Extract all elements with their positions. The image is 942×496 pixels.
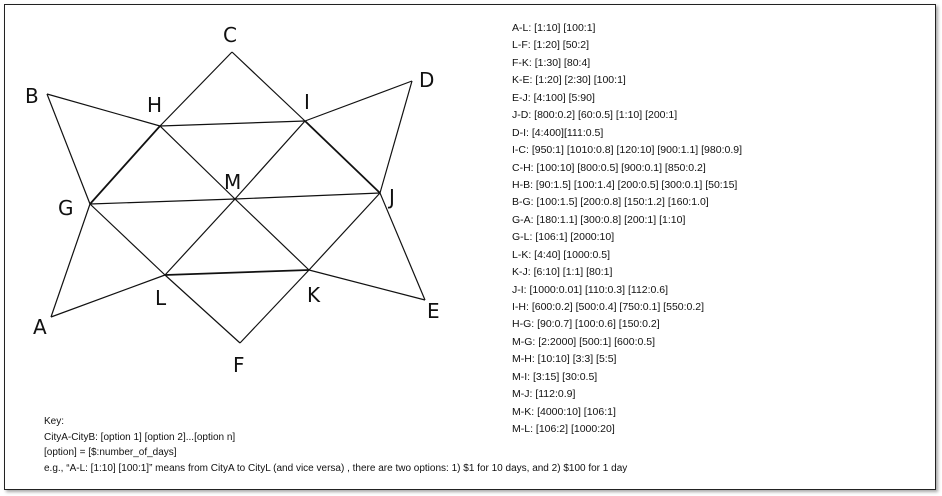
- edge-m-k: [235, 199, 309, 270]
- edge-h-b: [47, 93, 163, 126]
- edge-g-l: [90, 204, 165, 275]
- route-option: M-L: [106:2] [1000:20]: [512, 423, 615, 436]
- route-option: C-H: [100:10] [800:0.5] [900:0.1] [850:0.2]: [512, 161, 706, 174]
- route-option: K-J: [6:10] [1:1] [80:1]: [512, 266, 613, 279]
- key-title: Key:: [44, 416, 65, 427]
- graph-edges: [47, 52, 425, 343]
- edge-c-h: [160, 52, 232, 126]
- route-option: B-G: [100:1.5] [200:0.8] [150:1.2] [160:1.0]: [512, 196, 709, 209]
- edge-f-k: [240, 270, 309, 343]
- edge-k-e: [309, 270, 425, 300]
- route-option: G-L: [106:1] [2000:10]: [512, 231, 615, 244]
- node-label-g: G: [58, 196, 74, 220]
- node-label-b: B: [25, 84, 39, 108]
- route-option: M-G: [2:2000] [500:1] [600:0.5]: [512, 335, 656, 348]
- route-option: J-D: [800:0.2] [60:0.5] [1:10] [200:1]: [512, 109, 678, 122]
- route-option: L-K: [4:40] [1000:0.5]: [512, 248, 611, 261]
- node-label-a: A: [33, 315, 47, 339]
- edge-j-d: [380, 81, 412, 193]
- route-option: H-B: [90:1.5] [100:1.4] [200:0.5] [300:0.1] [50:15]: [512, 178, 738, 191]
- node-label-d: D: [419, 68, 435, 92]
- node-label-c: C: [223, 23, 237, 47]
- edge-i-c: [232, 52, 305, 121]
- route-option: L-F: [1:20] [50:2]: [512, 39, 590, 52]
- node-label-f: F: [233, 353, 245, 377]
- node-label-i: I: [304, 90, 310, 114]
- edge-m-j: [235, 193, 380, 199]
- key-option-definition: [option] = [$:number_of_days]: [44, 447, 177, 458]
- edge-m-l: [165, 199, 235, 275]
- edge-j-i: [305, 121, 380, 193]
- route-option: M-K: [4000:10] [106:1]: [512, 405, 616, 418]
- node-label-l: L: [155, 286, 167, 310]
- route-option: K-E: [1:20] [2:30] [100:1]: [512, 74, 626, 87]
- route-option: D-I: [4:400][111:0.5]: [512, 126, 604, 139]
- route-option: G-A: [180:1.1] [300:0.8] [200:1] [1:10]: [512, 213, 686, 226]
- edge-k-j: [309, 193, 380, 270]
- route-option: F-K: [1:30] [80:4]: [512, 56, 591, 69]
- edge-b-g: [47, 94, 90, 204]
- edge-m-i: [235, 121, 305, 199]
- edge-h-g: [90, 126, 160, 204]
- route-option: M-H: [10:10] [3:3] [5:5]: [512, 353, 617, 366]
- edge-d-i: [305, 81, 412, 121]
- node-label-m: M: [224, 170, 242, 194]
- edge-a-l: [51, 275, 165, 317]
- route-option: H-G: [90:0.7] [100:0.6] [150:0.2]: [512, 318, 660, 331]
- route-option: M-I: [3:15] [30:0.5]: [512, 370, 598, 383]
- key-legend: [44, 414, 627, 476]
- node-label-h: H: [147, 93, 163, 117]
- node-label-e: E: [427, 299, 440, 323]
- edge-l-f: [165, 275, 240, 343]
- route-option: I-C: [950:1] [1010:0.8] [120:10] [900:1.1] [980:0.9]: [512, 144, 743, 157]
- key-format: CityA-CityB: [option 1] [option 2]...[option n]: [44, 431, 236, 443]
- edge-e-j: [380, 193, 425, 300]
- route-options-list: [512, 20, 742, 439]
- graph-node-labels: [25, 23, 440, 377]
- route-option: M-J: [112:0.9]: [512, 388, 576, 401]
- route-option: E-J: [4:100] [5:90]: [512, 91, 595, 104]
- route-option: J-I: [1000:0.01] [110:0.3] [112:0.6]: [512, 283, 669, 296]
- key-example: e.g., “A-L: [1:10] [100:1]” means from CityA to CityL (and vice versa) , there are two options: 1) $1 for 10 days, and 2) $100 for 1 day: [44, 462, 628, 474]
- edge-i-h: [160, 121, 305, 126]
- route-option: I-H: [600:0.2] [500:0.4] [750:0.1] [550:0.2]: [512, 301, 705, 313]
- node-label-k: K: [307, 283, 321, 307]
- edge-m-g: [90, 199, 235, 204]
- node-label-j: J: [389, 185, 395, 209]
- edge-l-k: [165, 270, 309, 275]
- route-option: A-L: [1:10] [100:1]: [512, 22, 596, 34]
- edge-g-a: [51, 204, 90, 317]
